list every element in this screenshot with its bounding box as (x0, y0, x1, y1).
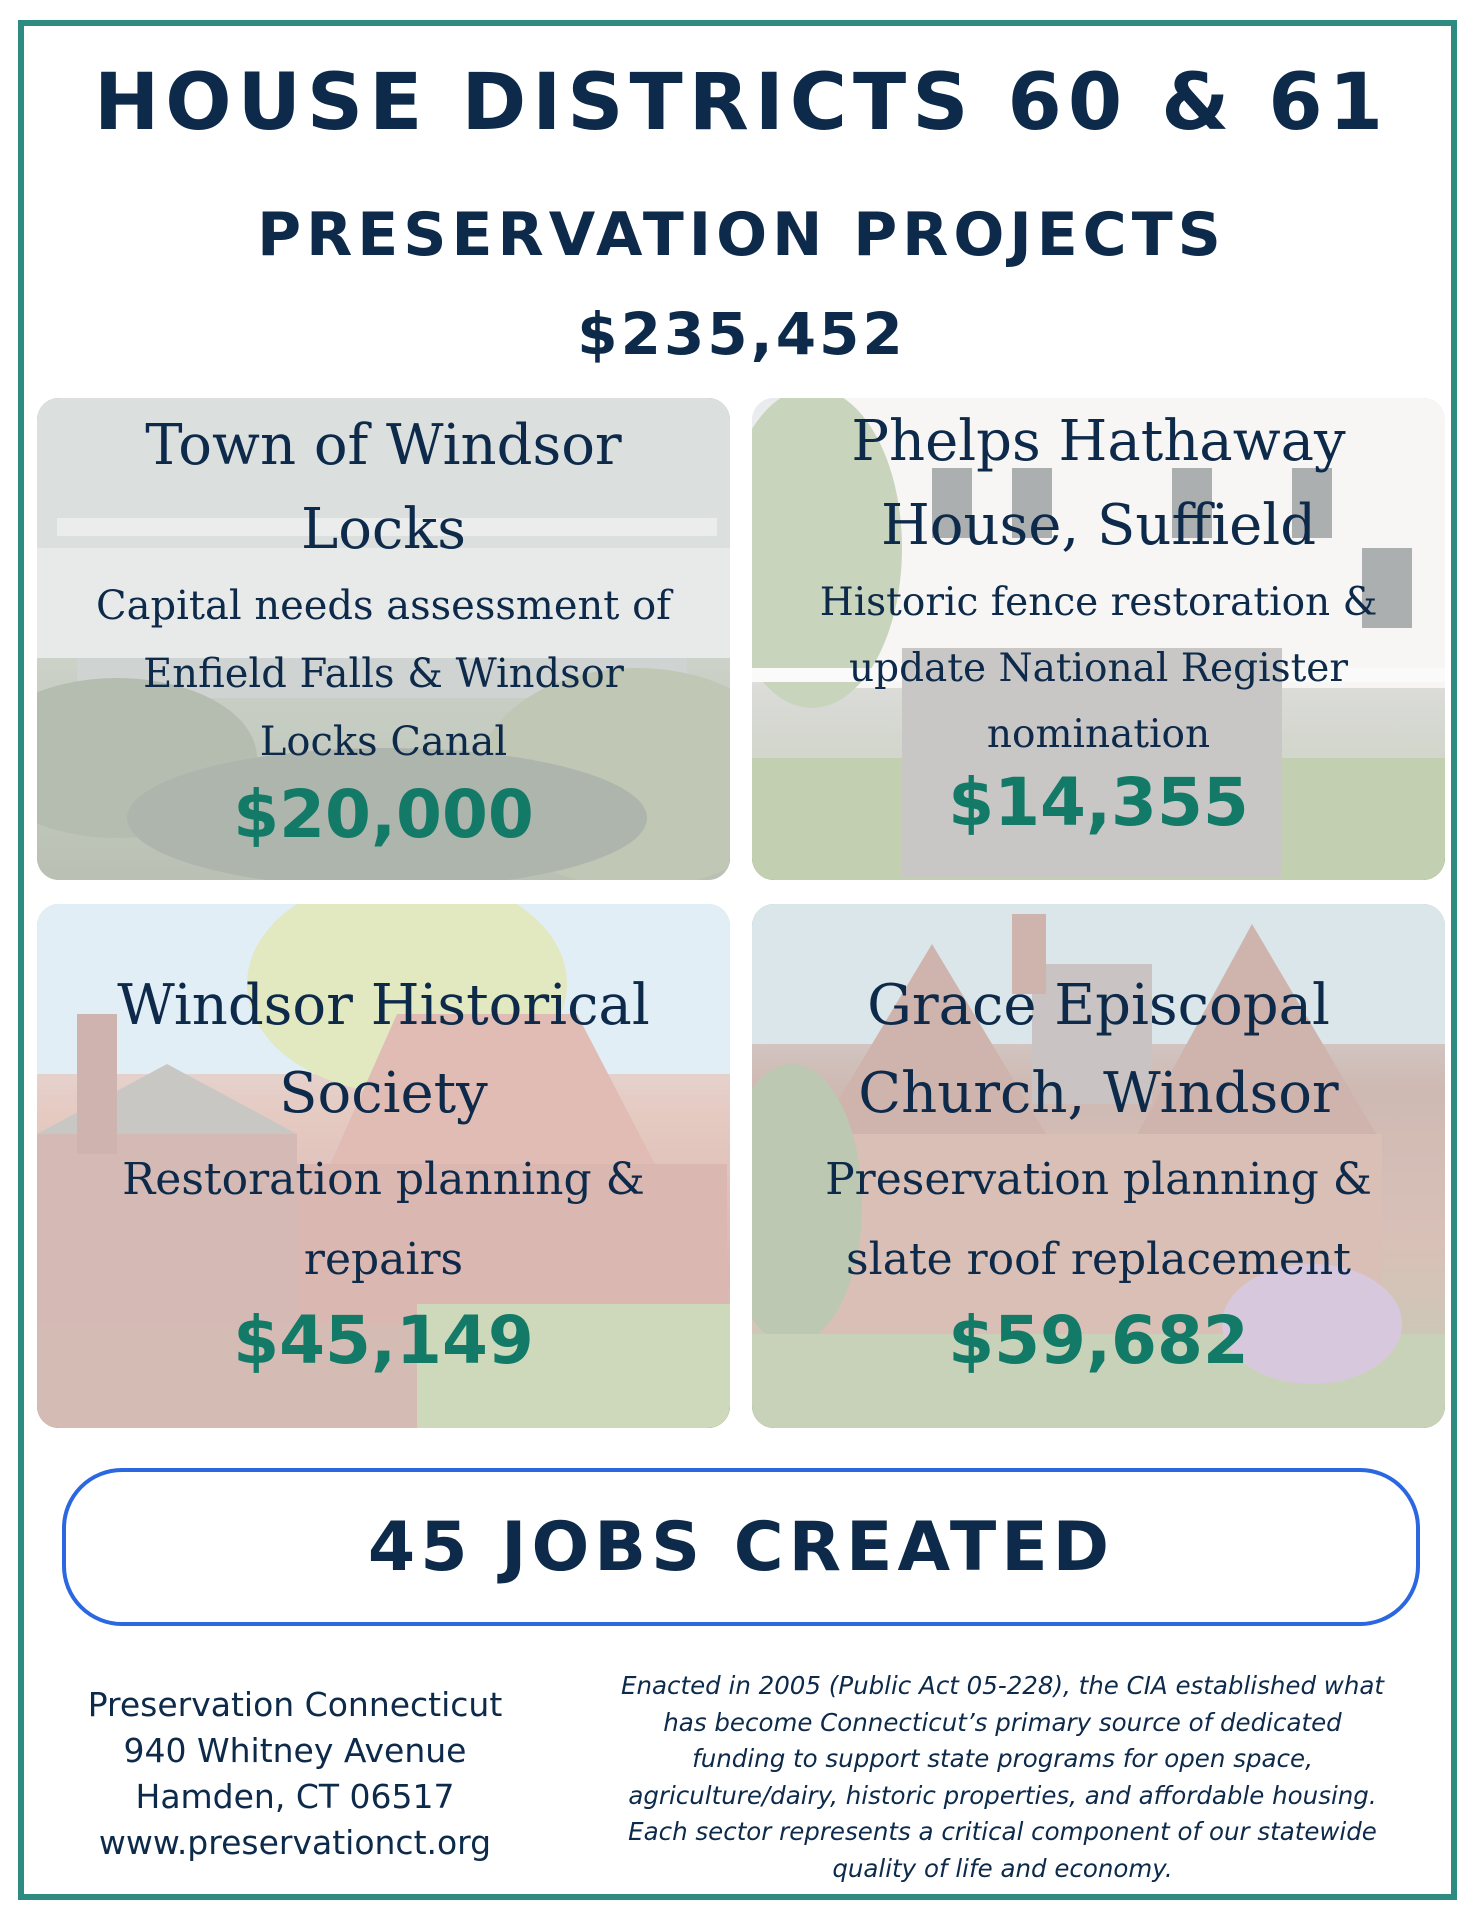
project-description-line: Historic fence restoration & (819, 580, 1378, 625)
project-description-line: slate roof replacement (846, 1234, 1351, 1285)
project-amount: $59,682 (948, 1302, 1249, 1379)
project-amount: $45,149 (233, 1302, 534, 1379)
website-link[interactable]: www.preservationct.org (98, 1823, 492, 1862)
organization-name: Preservation Connecticut (87, 1685, 503, 1724)
project-name-line: Locks (301, 497, 466, 562)
project-card-phelps-hathaway (752, 398, 1445, 880)
total-amount: $235,452 (577, 300, 906, 368)
project-description-line: repairs (303, 1234, 464, 1285)
page-subtitle: PRESERVATION PROJECTS (257, 200, 1226, 270)
jobs-created-banner (62, 1468, 1420, 1626)
city-state-zip: Hamden, CT 06517 (135, 1777, 455, 1816)
project-amount: $20,000 (233, 776, 534, 853)
project-name (49, 404, 718, 572)
project-description-line: Restoration planning & (122, 1154, 645, 1205)
project-amount: $14,355 (948, 764, 1249, 841)
project-description-line: Capital needs assessment of (96, 583, 671, 629)
project-name-line: House, Suffield (880, 493, 1317, 558)
project-card-windsor-historical (37, 904, 730, 1428)
blurb-line: has become Connecticut’s primary source of dedicated (663, 1707, 1342, 1737)
project-description-line: nomination (986, 712, 1211, 757)
project-description-line: Preservation planning & (825, 1154, 1372, 1205)
project-description-line: Locks Canal (259, 719, 508, 765)
organization-address (40, 1682, 550, 1866)
blurb-line: funding to support state programs for open space, (692, 1744, 1313, 1773)
project-name-line: Town of Windsor (145, 413, 622, 478)
project-name-line: Windsor Historical (117, 973, 650, 1038)
project-name-line: Church, Windsor (858, 1061, 1339, 1126)
project-name-line: Grace Episcopal (867, 973, 1330, 1038)
page-title: HOUSE DISTRICTS 60 & 61 (94, 58, 1389, 148)
project-description (47, 572, 720, 776)
cia-description (575, 1668, 1430, 1887)
blurb-line: Enacted in 2005 (Public Act 05-228), the CIA established what (621, 1671, 1384, 1700)
project-name (764, 400, 1433, 568)
jobs-created-text: 45 JOBS CREATED (367, 1507, 1115, 1587)
project-description-line: Enfield Falls & Windsor (143, 651, 624, 697)
project-card-windsor-locks (37, 398, 730, 880)
blurb-line: agriculture/dairy, historic properties, and affordable housing. (628, 1780, 1377, 1810)
project-name (49, 962, 718, 1138)
project-description (762, 1140, 1435, 1300)
project-name (764, 962, 1433, 1138)
project-description-line: update National Register (849, 646, 1348, 691)
project-name-line: Phelps Hathaway (851, 409, 1346, 474)
project-description (47, 1140, 720, 1300)
project-name-line: Society (279, 1061, 488, 1126)
project-description (762, 570, 1435, 768)
blurb-line: Each sector represents a critical component of our statewide (628, 1817, 1377, 1846)
project-card-grace-episcopal (752, 904, 1445, 1428)
blurb-line: quality of life and economy. (832, 1853, 1173, 1883)
street-address: 940 Whitney Avenue (123, 1731, 467, 1770)
